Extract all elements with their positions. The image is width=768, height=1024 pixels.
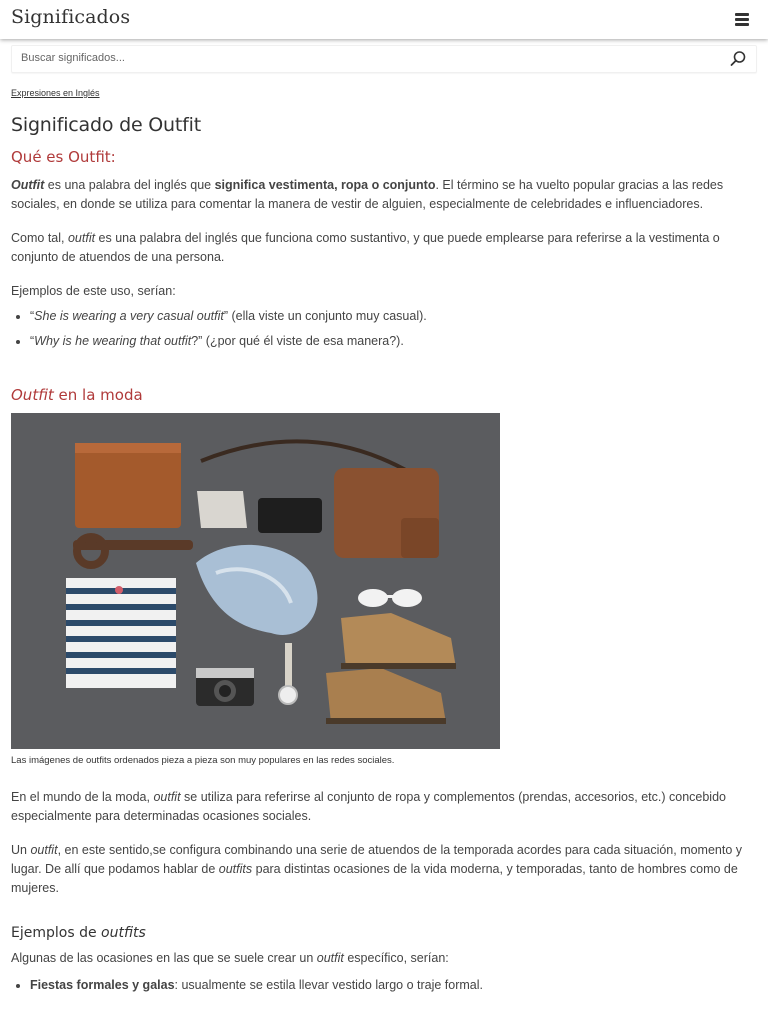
text-span: Un (11, 843, 31, 857)
paragraph-ejemplos-intro: Ejemplos de este uso, serían: (11, 284, 176, 298)
search-icon[interactable] (729, 50, 747, 68)
examples-list (11, 307, 757, 351)
text-span: en la moda (53, 386, 143, 404)
breadcrumb[interactable]: Expresiones en Inglés (11, 88, 100, 98)
text-span: para distintas ocasiones de la vida moderna, y temporadas, tanto de hombres como de mujeres. (11, 862, 738, 895)
paragraph-como-tal (11, 229, 757, 267)
heading-term: Outfit (11, 386, 54, 404)
term-outfit: outfit (316, 951, 344, 965)
text-span: Como tal, (11, 231, 68, 245)
term-outfit: outfit (30, 843, 58, 857)
site-logo[interactable]: Significados (11, 6, 131, 28)
text-span: ?” (¿por qué él viste de esa manera?). (191, 334, 404, 348)
heading-term: outfits (101, 925, 146, 941)
text-span: , en este sentido,se configura combinando una serie de atuendos de la temporada acordes para cada situación, momento y lugar. De allí que podamos hablar de (11, 843, 743, 876)
text-span: es una palabra del inglés que (44, 178, 215, 192)
occasion-name: Fiestas formales y galas (30, 978, 175, 992)
search-input[interactable] (12, 46, 701, 70)
paragraph-configuracion (11, 841, 757, 898)
term-outfit: Outfit (11, 178, 45, 192)
text-span: es una palabra del inglés que funciona como sustantivo, y que puede emplearse para referirse a la vestimenta o conjunto de atuendos de una persona. (11, 231, 720, 264)
text-span: En el mundo de la moda, (11, 790, 154, 804)
occasions-list (11, 976, 757, 995)
paragraph-moda (11, 788, 757, 826)
text-span: Algunas de las ocasiones en las que se suele crear un (11, 951, 317, 965)
bold-definition: significa vestimenta, ropa o conjunto (214, 178, 436, 192)
section-heading-que-es: Qué es Outfit: (11, 148, 116, 166)
list-item (30, 307, 757, 326)
text-span: “ (30, 309, 35, 323)
text-span: “ (30, 334, 35, 348)
text-span: ” (ella viste un conjunto muy casual). (223, 309, 427, 323)
outfit-flatlay-image (11, 413, 500, 749)
term-outfit: outfit (67, 231, 96, 245)
term-outfits: outfits (218, 862, 253, 876)
example-english: She is wearing a very casual outfit (34, 309, 224, 323)
section-heading-moda (11, 386, 757, 404)
text-span: Ejemplos de (11, 925, 102, 941)
example-english: Why is he wearing that outfit (34, 334, 192, 348)
term-outfit: outfit (153, 790, 181, 804)
paragraph-definition (11, 176, 757, 214)
image-caption: Las imágenes de outfits ordenados pieza a pieza son muy populares en las redes sociales. (11, 755, 395, 766)
text-span: específico, serían: (343, 951, 449, 965)
search-bar (11, 45, 757, 73)
top-bar (0, 0, 768, 39)
list-item (30, 976, 757, 995)
section-heading-ejemplos (11, 925, 757, 941)
hamburger-menu-icon[interactable] (735, 13, 749, 26)
article (0, 73, 768, 995)
text-span: : usualmente se estila llevar vestido largo o traje formal. (174, 978, 484, 992)
paragraph-ocasiones (11, 949, 757, 968)
text-span: se utiliza para referirse al conjunto de ropa y complementos (prendas, accesorios, etc.) concebido especialmente para determinadas ocasiones sociales. (11, 790, 726, 823)
page-title: Significado de Outfit (11, 114, 201, 136)
text-span: . El término se ha vuelto popular gracias a las redes sociales, en donde se utiliza para comentar la manera de vestir de alguien, especialmente de celebridades e influenciadores. (11, 178, 724, 211)
list-item (30, 332, 757, 351)
